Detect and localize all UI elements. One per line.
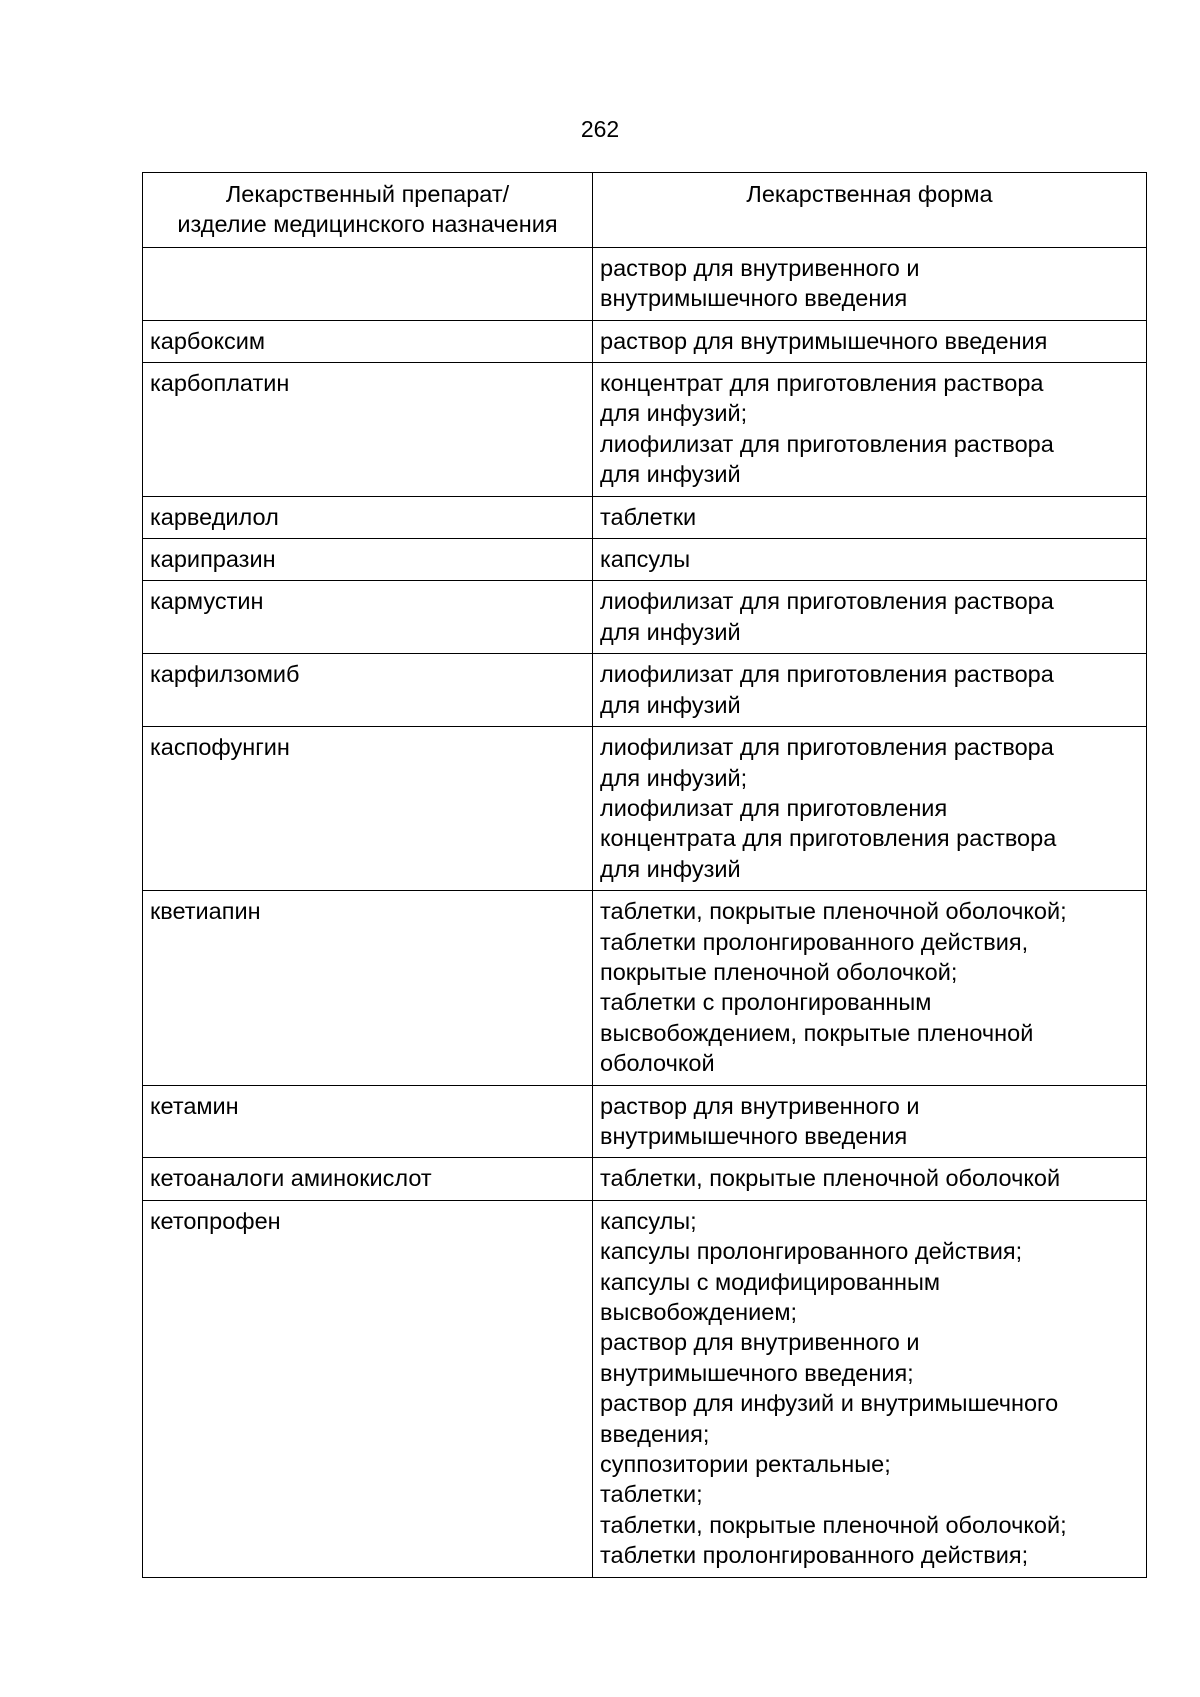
dosage-form-line: капсулы; [600,1207,697,1234]
table-row [143,1085,1147,1158]
table-row [143,539,1147,581]
drug-name-cell [143,320,593,362]
dosage-form-cell [593,1158,1147,1200]
table-row [143,496,1147,538]
dosage-form-cell [593,581,1147,654]
dosage-form-line: таблетки, покрытые пленочной оболочкой [600,1165,1061,1192]
drug-name: карбоксим [150,327,266,354]
drug-name-cell [143,363,593,497]
drug-name-cell [143,654,593,727]
dosage-form-line: для инфузий [600,618,741,645]
table-body [143,247,1147,1577]
dosage-form-line: внутримышечного введения [600,1122,908,1149]
dosage-form-cell [593,1085,1147,1158]
drug-name: кетоаналоги аминокислот [150,1165,432,1192]
dosage-form-line: лиофилизат для приготовления раствора [600,734,1054,761]
dosage-form-line: лиофилизат для приготовления раствора [600,588,1054,615]
dosage-form-line: оболочкой [600,1050,715,1077]
dosage-form-cell [593,891,1147,1085]
dosage-form-line: раствор для внутривенного и [600,1329,920,1356]
drug-name-cell [143,727,593,891]
dosage-form-line: таблетки, покрытые пленочной оболочкой; [600,898,1067,925]
table-row [143,1158,1147,1200]
dosage-form-line: для инфузий [600,855,741,882]
drug-name: карфилзомиб [150,661,300,688]
dosage-form-line: высвобождением; [600,1299,798,1325]
dosage-form-line: раствор для внутривенного и [600,1092,920,1119]
drug-name: карбоплатин [150,370,290,397]
header-form [593,173,1147,248]
drug-name-cell [143,1158,593,1200]
dosage-form-line: введения; [600,1420,710,1447]
dosage-form-line: таблетки; [600,1481,703,1508]
table-row [143,654,1147,727]
page-number: 262 [580,116,620,142]
table-row [143,320,1147,362]
dosage-form-cell [593,654,1147,727]
drug-name-cell [143,1085,593,1158]
dosage-form-line: раствор для внутривенного и [600,254,920,281]
drug-table [142,172,1147,1578]
dosage-form-line: лиофилизат для приготовления раствора [600,661,1054,688]
drug-name: кветиапин [150,898,261,925]
dosage-form-line: покрытые пленочной оболочкой; [600,958,958,985]
dosage-form-cell [593,1200,1147,1577]
table-row [143,363,1147,497]
table-header-row [143,173,1147,248]
dosage-form-line: капсулы пролонгированного действия; [600,1238,1023,1265]
dosage-form-line: внутримышечного введения [600,285,908,312]
dosage-form-line: капсулы с модифицированным [600,1268,941,1295]
dosage-form-line: капсулы [600,546,691,573]
dosage-form-line: таблетки пролонгированного действия, [600,928,1029,955]
dosage-form-cell [593,320,1147,362]
drug-name: карипразин [150,546,276,573]
table-row [143,891,1147,1085]
dosage-form-cell [593,363,1147,497]
dosage-form-line: раствор для инфузий и внутримышечного [600,1390,1059,1417]
dosage-form-line: суппозитории ректальные; [600,1451,891,1478]
drug-name: карведилол [150,503,279,530]
dosage-form-line: высвобождением, покрытые пленочной [600,1019,1034,1046]
dosage-form-line: лиофилизат для приготовления раствора [600,430,1054,457]
header-drug-line: Лекарственный препарат/ [225,181,510,207]
table-row [143,581,1147,654]
drug-name: кетамин [150,1092,239,1119]
dosage-form-line: для инфузий [600,691,741,718]
dosage-form-cell [593,247,1147,320]
table-row [143,727,1147,891]
drug-name-cell [143,496,593,538]
drug-name-cell [143,891,593,1085]
table-row [143,1200,1147,1577]
header-drug [143,173,593,248]
dosage-form-line: лиофилизат для приготовления [600,794,948,821]
drug-name: кармустин [150,588,264,615]
drug-name-cell [143,247,593,320]
header-drug-line: изделие медицинского назначения [177,211,558,238]
dosage-form-line: для инфузий; [600,764,748,791]
dosage-form-line: таблетки с пролонгированным [600,989,932,1016]
dosage-form-line: внутримышечного введения; [600,1359,914,1386]
drug-name-cell [143,1200,593,1577]
drug-name: каспофунгин [150,734,290,761]
table-row [143,247,1147,320]
dosage-form-cell [593,539,1147,581]
dosage-form-line: концентрата для приготовления раствора [600,825,1057,852]
dosage-form-line: раствор для внутримышечного введения [600,327,1048,354]
dosage-form-line: таблетки, покрытые пленочной оболочкой; [600,1511,1067,1538]
drug-name [150,253,585,283]
dosage-form-line: концентрат для приготовления раствора [600,370,1044,397]
drug-name-cell [143,539,593,581]
drug-name: кетопрофен [150,1207,281,1234]
dosage-form-line: таблетки [600,503,697,530]
dosage-form-cell [593,727,1147,891]
dosage-form-cell [593,496,1147,538]
dosage-form-line: для инфузий [600,461,741,488]
drug-name-cell [143,581,593,654]
dosage-form-line: таблетки пролонгированного действия; [600,1542,1029,1569]
header-form-line: Лекарственная форма [746,181,993,207]
dosage-form-line: для инфузий; [600,400,748,427]
